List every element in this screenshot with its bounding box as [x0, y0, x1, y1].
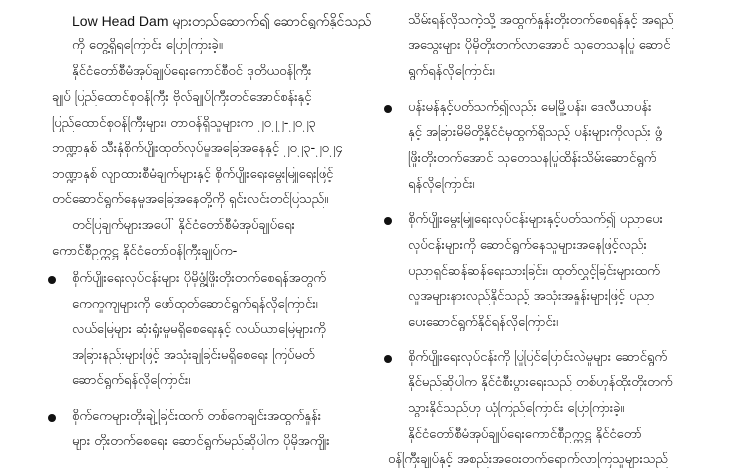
- text-line: ပန်းမန်နှင့်ပတ်သက်၍လည်း မေမြို့ပန်း၊ ဒေလီယာပန်း: [408, 100, 652, 115]
- bullet-icon: [384, 355, 392, 363]
- text-line: နိုင်ငံတော်စီမံအုပ်ချုပ်ရေးကောင်စီဥက္ကဋ္ဌ နိုင်ငံတော်: [408, 427, 642, 442]
- text-line: လယ်မြေများ ဆုံးရှုံးမှုမရှိစေရေးနှင့် လယ်ယာမြေများကို: [72, 322, 326, 337]
- text-line: စိုက်ကေများတိုးချဲ့ခြင်းထက် တစ်ကေချင်းအထွက်နှုန်း: [72, 409, 322, 424]
- text-line: သိမ်းရန်လိုသကဲ့သို့ အထွက်နှုန်းတိုးတက်စေရန်နှင့် အရည်: [408, 13, 674, 28]
- text-line: ဆောင်ရွက်ရန်လိုကြောင်း၊: [72, 373, 191, 388]
- text-line: ချုပ် ပြည်ထောင်စုဝန်ကြီး ဗိုလ်ချုပ်ကြီးတင်အောင်စန်းနှင့်: [52, 90, 312, 105]
- text-line: ဘဏ္ဍာနှစ် လျာထားစီမံချက်များနှင့် စိုက်ပျိုးရေးမွေးမြူရေးဖြင့်: [52, 167, 334, 182]
- text-line: လူအများနားလည်နိုင်သည့် အသုံးအနှုန်းများဖြင့် ပညာ: [408, 289, 655, 304]
- text-line: စိုက်ပျိုးရေးလုပ်ငန်းများ ပိုမိုဖွံ့ဖြိုးတိုးတက်စေရန်အတွက်: [72, 271, 326, 286]
- text-line: များ တိုးတက်စေရေး ဆောင်ရွက်မည်ဆိုပါက ပိုမိုအကျိုး: [72, 434, 330, 449]
- text-line: ပြည်ထောင်စုဝန်ကြီးများ၊ တာဝန်ရှိသူများက ၂၀၂၂-၂၀၂၃: [52, 116, 316, 131]
- text-line: Low Head Dam များတည်ဆောက်၍ ဆောင်ရွက်နိုင်သည်: [72, 13, 372, 29]
- text-line: တင်ပြချက်များအပေါ် နိုင်ငံတော်စီမံအုပ်ချုပ်ရေး: [72, 218, 295, 233]
- text-line: ပညာရှင်ဆန်ဆန်ရေးသားခြင်း၊ ထုတ်လွှင့်ခြင်းများထက်: [408, 264, 660, 279]
- text-line: ကို တွေ့ရှိရကြောင်း ပြောကြားခဲ့။: [72, 38, 223, 53]
- text-line: အခြားနည်းများဖြင့် အသုံးချခြင်းမရှိစေရေး ကြပ်မတ်: [72, 348, 315, 363]
- text-line: အသွေးများ ပိုမိုတိုးတက်လာအောင် သုတေသနပြု ဆောင်: [408, 38, 671, 53]
- text-line: နိုင်မည်ဆိုပါက နိုင်ငံစီးပွားရေးသည် တစ်ဟုန်ထိုးတိုးတက်: [408, 375, 673, 390]
- text-line: လုပ်ငန်းများကို ဆောင်ရွက်နေသူများအနေဖြင့်လည်း: [408, 238, 647, 253]
- text-line: ကောင်စီဥက္ကဋ္ဌ နိုင်ငံတော်ဝန်ကြီးချုပ်က-: [52, 244, 238, 259]
- text-line: သွားနိုင်သည်ဟု ယုံကြည်ကြောင်း ပြောကြားခဲ့။: [408, 401, 625, 416]
- text-line: တင်ဆောင်ရွက်နေမှုအခြေအနေတို့ကို ရှင်းလင်းတင်ပြသည်။: [52, 192, 329, 207]
- text-line: ရွက်ရန်လိုကြောင်း၊: [408, 64, 495, 79]
- text-line: နှင့် အခြားမိမိတို့နိုင်ငံမှထွက်ရှိသည့် ပန်းများကိုလည်း ဖွံ့: [408, 125, 663, 140]
- bullet-icon: [384, 217, 392, 225]
- text-line: စိုက်ပျိုးမွေးမြူရေးလုပ်ငန်းများနှင့်ပတ်သက်၍ ပညာပေး: [408, 212, 663, 227]
- text-line: ဘဏ္ဍာနှစ် သီးနှံစိုက်ပျိုးထုတ်လုပ်မှုအခြေအနေနှင့် ၂၀၂၃-၂၀၂၄: [52, 141, 343, 156]
- text-line: စိုက်ပျိုးရေးလုပ်ငန်းကို ပြုပြင်ပြောင်းလဲမှုများ ဆောင်ရွက်: [408, 350, 668, 365]
- text-line: ဝန်ကြီးချုပ်နှင့် အစည်းအဝေးတက်ရောက်လာကြသူများသည်: [388, 452, 668, 467]
- bullet-icon: [48, 276, 56, 284]
- text-line: ကေကူကျများကို ဖော်ထုတ်ဆောင်ရွက်ရန်လိုကြောင်း၊: [72, 297, 318, 312]
- text-line: ပေးဆောင်ရွက်နိုင်ရန်လိုကြောင်း၊: [408, 315, 559, 330]
- bullet-icon: [48, 414, 56, 422]
- bullet-icon: [384, 105, 392, 113]
- text-line: ဖြိုးတိုးတက်အောင် သုတေသနပြုထိန်းသိမ်းဆောင်ရွက်: [408, 151, 657, 166]
- text-line: ရန်လိုကြောင်း၊: [408, 177, 475, 192]
- text-line: နိုင်ငံတော်စီမံအုပ်ချုပ်ရေးကောင်စီဝင် ဒုတိယဝန်ကြီး: [72, 64, 312, 79]
